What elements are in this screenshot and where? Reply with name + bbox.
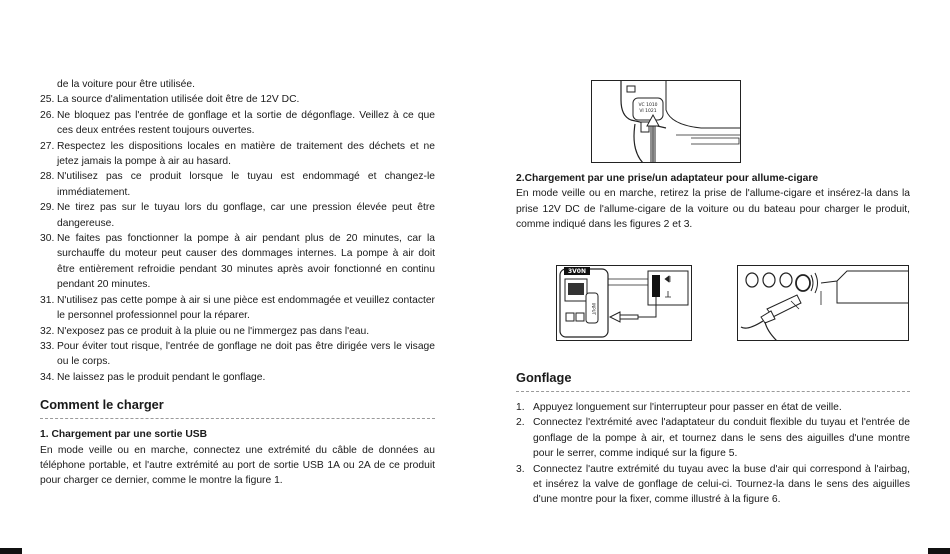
usb-heading: 1. Chargement par une sortie USB (40, 429, 208, 441)
usb-port-illustration (591, 80, 741, 163)
item-number: 29. (40, 202, 55, 214)
item-number: 28. (40, 171, 55, 183)
cigarette-paragraph: En mode veille ou en marche, retirez la prise de l'allume-cigare et insérez-la dans la prise 12V DC de l'allume-cigare de la voiture ou du bateau pour charger le produit, comme indiqué dans les figures 2 et 3. (516, 188, 910, 231)
item-number: 25. (40, 94, 55, 106)
list-item (40, 324, 435, 339)
figure-2-dc-input (556, 265, 692, 341)
figure-1-usb (591, 80, 741, 163)
list-item (40, 293, 435, 324)
list-item (516, 400, 910, 415)
port-label-b: VI 1021 (639, 109, 657, 114)
item-number: 31. (40, 294, 55, 306)
list-item (40, 139, 435, 170)
input-label: INPUT (591, 303, 596, 315)
item-number: 2. (516, 417, 525, 429)
list-item (516, 462, 910, 508)
item-number: 27. (40, 140, 55, 152)
item-text: Ne faites pas fonctionner la pompe à air pendant plus de 20 minutes, car la surchauffe du moteur peut causer des dommages internes. La pompe à air doit être entièrement refroidie pendant 30 minutes après avoir fonctionné en continu pendant 20 minutes. (57, 233, 435, 291)
cigarette-section (516, 171, 910, 233)
list-item (40, 370, 435, 385)
item-text: N'exposez pas ce produit à la pluie ou ne l'immergez pas dans l'eau. (57, 325, 370, 337)
item-text: Ne bloquez pas l'entrée de gonflage et la sortie de dégonflage. Veillez à ce que ces deux entrées restent toujours ouvertes. (57, 109, 435, 137)
item-text: Connectez l'extrémité avec l'adaptateur du conduit flexible du tuyau et l'entrée de gonflage de la pompe à air, et tournez dans le sens des aiguilles d'une montre pour le serrer, comme indiqué sur la figure 5. (533, 417, 910, 460)
cigarette-heading: 2.Chargement par une prise/un adaptateur pour allume-cigare (516, 173, 819, 184)
display-label: 3V0N (567, 268, 587, 275)
item-text: N'utilisez pas cette pompe à air si une pièce est endommagée et veuillez contacter le personnel professionnel pour la réparer. (57, 294, 435, 322)
list-item (40, 339, 435, 370)
item-text: N'utilisez pas ce produit lorsque le tuyau est endommagé et changez-le immédiatement. (57, 171, 435, 198)
safety-list (40, 92, 435, 385)
item-text: Appuyez longuement sur l'interrupteur pour passer en état de veille. (533, 402, 842, 413)
item-24-continuation: de la voiture pour être utilisée. (57, 79, 195, 90)
list-item (40, 92, 435, 107)
item-number: 34. (40, 371, 55, 383)
gonflage-heading: Gonflage (516, 370, 572, 385)
page-corner-mark (0, 548, 22, 554)
list-item (516, 415, 910, 461)
page-corner-mark (928, 548, 950, 554)
list-item (40, 231, 435, 293)
item-text: Pour éviter tout risque, l'entrée de gonflage ne doit pas être dirigée vers le visage ou le corps. (57, 340, 435, 368)
item-number: 33. (40, 340, 55, 352)
port-label-a: VC 1010 (638, 103, 658, 108)
left-column (40, 77, 435, 489)
charge-heading: Comment le charger (40, 397, 164, 413)
list-item (40, 169, 435, 200)
item-text: La source d'alimentation utilisée doit être de 12V DC. (57, 94, 300, 106)
item-number: 32. (40, 325, 55, 337)
section-divider (516, 391, 910, 392)
item-number: 26. (40, 109, 55, 121)
item-number: 30. (40, 233, 55, 245)
figure-3-cigarette-lighter (737, 265, 909, 341)
item-text: Connectez l'autre extrémité du tuyau avec la buse d'air qui correspond à l'airbag, et insérez la valve de gonflage de celui-ci. Tournez-la dans le sens des aiguilles d'une montre pour la fixer, comme illustré à la figure 6. (533, 463, 910, 506)
item-text: Ne tirez pas sur le tuyau lors du gonflage, car une pression élevée peut être dangereuse. (57, 202, 435, 229)
item-number: 1. (516, 402, 525, 413)
dc-input-illustration (556, 265, 692, 341)
gonflage-section (516, 370, 910, 508)
list-item (40, 108, 435, 139)
section-divider (40, 418, 435, 419)
usb-paragraph: En mode veille ou en marche, connectez une extrémité du câble de données au téléphone portable, et l'autre extrémité au port de sortie USB 1A ou 2A de ce produit pour charger ce dernier, comme le montre la figure 1. (40, 444, 435, 487)
item-number: 3. (516, 463, 525, 475)
item-text: Respectez les dispositions locales en matière de traitement des déchets et ne jetez jamais la pompe à air au hasard. (57, 140, 435, 168)
cigarette-lighter-illustration (737, 265, 909, 341)
list-item (40, 200, 435, 231)
item-text: Ne laissez pas le produit pendant le gonflage. (57, 371, 266, 383)
gonflage-list (516, 400, 910, 508)
